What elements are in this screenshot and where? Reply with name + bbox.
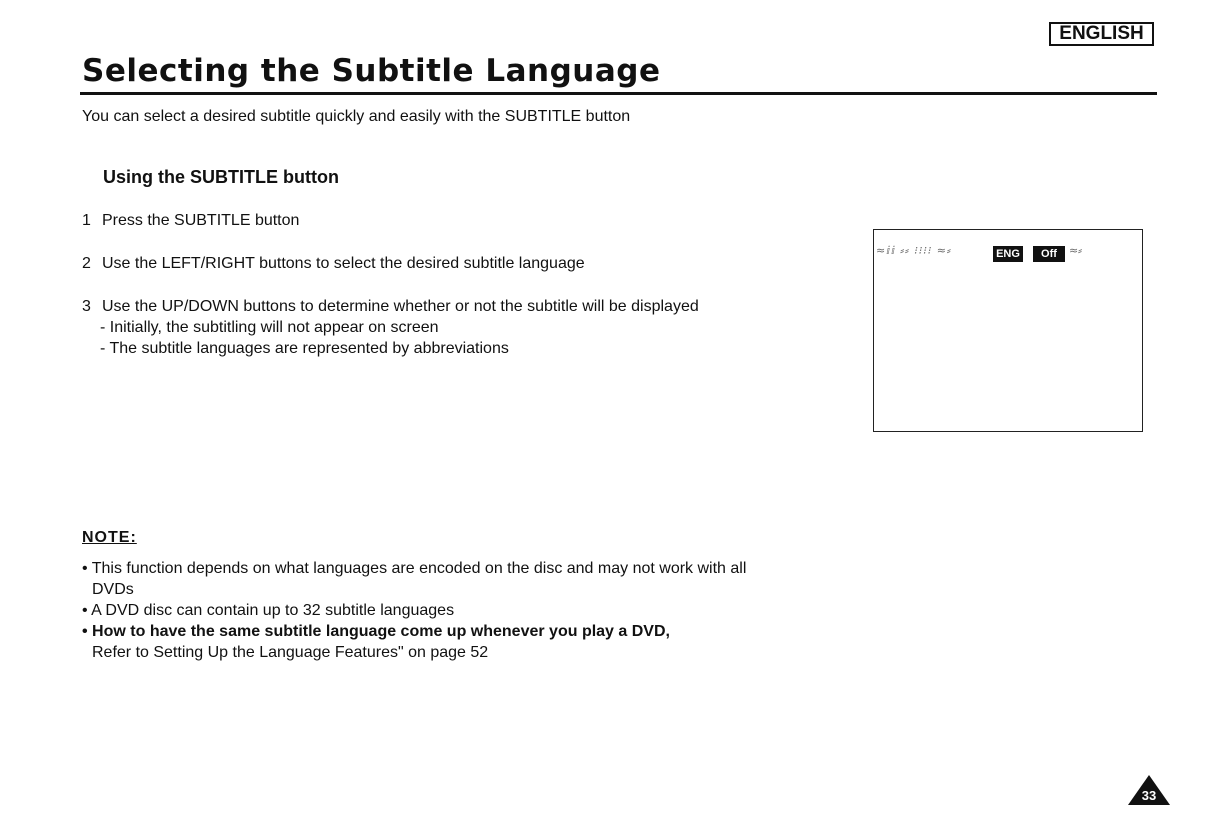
note-item: • A DVD disc can contain up to 32 subtitle languages xyxy=(82,602,455,619)
note-item-continued: DVDs xyxy=(92,581,134,598)
section-heading: Using the SUBTITLE button xyxy=(103,167,339,187)
osd-language-chip: ENG xyxy=(993,246,1023,262)
step-1 xyxy=(82,212,299,230)
tv-screen-illustration xyxy=(873,229,1143,432)
page-number: 33 xyxy=(1141,788,1157,803)
subtitle-osd-bar xyxy=(874,240,1142,262)
osd-icon-strip: ≈ⅈⅈ ⸗⸗ ⁝⁝⁝⁝ ≈⸗ xyxy=(876,244,952,257)
step-number: 3 xyxy=(82,298,91,315)
step-text: Use the LEFT/RIGHT buttons to select the desired subtitle language xyxy=(102,255,585,272)
sub-point: - The subtitle languages are represented by abbreviations xyxy=(100,340,509,357)
title-rule xyxy=(80,92,1157,95)
step-3 xyxy=(82,298,699,316)
note-heading: NOTE: xyxy=(82,529,137,546)
osd-icon-tail: ≈⸗ xyxy=(1069,244,1082,257)
step-number: 2 xyxy=(82,255,91,272)
language-badge: ENGLISH xyxy=(1049,22,1154,46)
intro-text: You can select a desired subtitle quickly and easily with the SUBTITLE button xyxy=(82,108,631,125)
page-number-marker xyxy=(1127,774,1171,806)
note-item-continued: Refer to Setting Up the Language Features" on page 52 xyxy=(92,644,489,661)
step-text: Use the UP/DOWN buttons to determine whether or not the subtitle will be displayed xyxy=(102,298,699,315)
note-item: • This function depends on what languages are encoded on the disc and may not work with all xyxy=(82,560,747,577)
step-number: 1 xyxy=(82,212,91,229)
step-text: Press the SUBTITLE button xyxy=(102,212,300,229)
page-title: Selecting the Subtitle Language xyxy=(82,53,661,89)
step-2 xyxy=(82,255,585,273)
note-item-bold: • How to have the same subtitle language come up whenever you play a DVD, xyxy=(82,623,670,640)
osd-state-chip: Off xyxy=(1033,246,1065,262)
sub-point: - Initially, the subtitling will not appear on screen xyxy=(100,319,439,336)
